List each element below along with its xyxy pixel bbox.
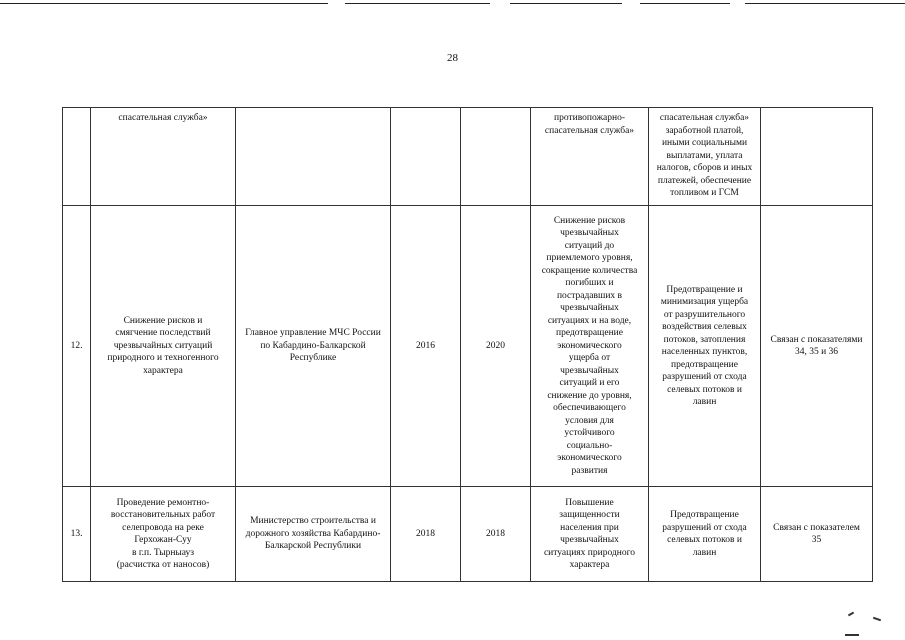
cell-result: Предотвращение и минимизация ущерба от разрушительного воздействия селевых потоков, затопления населенных пунктов, предотвращение разрушений от схода селевых потоков и лавин: [649, 206, 761, 487]
cell-end: [461, 108, 531, 206]
cell-indicator: Снижение рисков чрезвычайных ситуаций до приемлемого уровня, сокращение количества погибших и пострадавших в чрезвычайных ситуациях и на воде, предотвращение экономического ущерба от чрезвычайных ситуаций и его снижение до уровня, обеспечивающего условия для устойчивого социально- экономического развития: [531, 206, 649, 487]
cell-indicator: противопожарно- спасательная служба»: [531, 108, 649, 206]
cell-executor: Главное управление МЧС России по Кабардино-Балкарской Республике: [236, 206, 391, 487]
cell-link: [761, 108, 873, 206]
scan-mark: [848, 612, 854, 617]
cell-num: [63, 108, 91, 206]
cell-executor: [236, 108, 391, 206]
scan-mark: [845, 634, 859, 636]
cell-result: Предотвращение разрушений от схода селевых потоков и лавин: [649, 487, 761, 582]
cell-indicator: Повышение защищенности населения при чрезвычайных ситуациях природного характера: [531, 487, 649, 582]
cell-start: [391, 108, 461, 206]
table-row: [63, 206, 873, 487]
scan-line: [745, 3, 905, 4]
table-row-continuation: [63, 108, 873, 206]
cell-executor: Министерство строительства и дорожного хозяйства Кабардино- Балкарской Республики: [236, 487, 391, 582]
scan-line: [0, 3, 328, 4]
scan-mark: [873, 617, 881, 622]
scan-line: [510, 3, 622, 4]
cell-name: Снижение рисков и смягчение последствий чрезвычайных ситуаций природного и техногенного характера: [91, 206, 236, 487]
program-table: [62, 107, 873, 582]
cell-link: Связан с показателями 34, 35 и 36: [761, 206, 873, 487]
scan-line: [345, 3, 490, 4]
cell-num: 12.: [63, 206, 91, 487]
cell-start: 2018: [391, 487, 461, 582]
scan-line: [640, 3, 730, 4]
cell-num: 13.: [63, 487, 91, 582]
cell-end: 2020: [461, 206, 531, 487]
cell-name: спасательная служба»: [91, 108, 236, 206]
cell-result: спасательная служба» заработной платой, иными социальными выплатами, уплата налогов, сборов и иных платежей, обеспечение топливом и ГСМ: [649, 108, 761, 206]
page-number: 28: [447, 52, 458, 64]
cell-end: 2018: [461, 487, 531, 582]
cell-link: Связан с показателем 35: [761, 487, 873, 582]
cell-name: Проведение ремонтно- восстановительных работ селепровода на реке Герхожан-Суу в г.п. Тырныауз (расчистка от наносов): [91, 487, 236, 582]
table-row: [63, 487, 873, 582]
cell-start: 2016: [391, 206, 461, 487]
